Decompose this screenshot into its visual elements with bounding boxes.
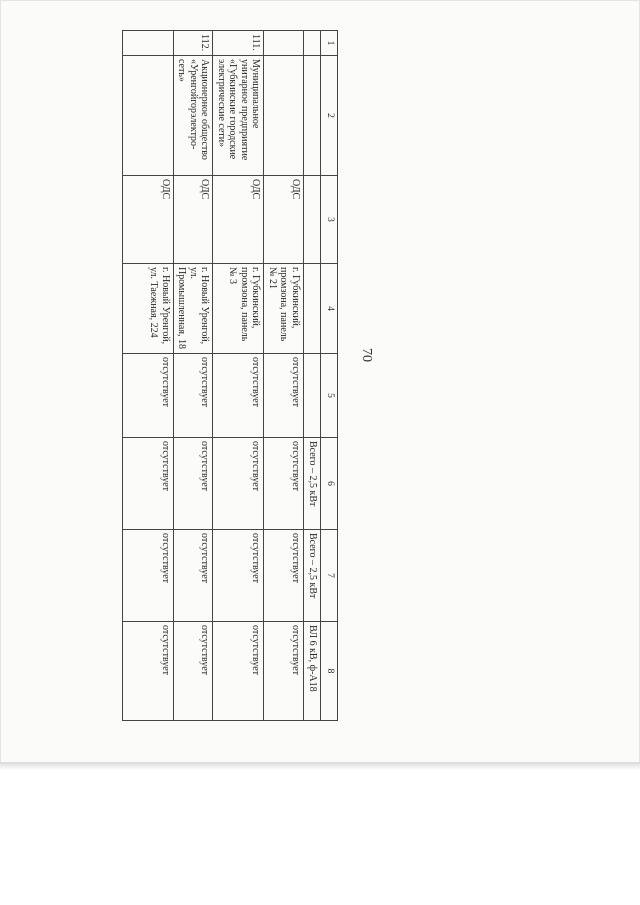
table-cell: отсутствует (174, 530, 214, 622)
col-header-7: 7 (321, 530, 338, 622)
table-cell: г. Губкинский, промзона, панель № 3 (213, 264, 264, 354)
col-header-4: 4 (321, 264, 338, 354)
scan-edge-shadow (0, 762, 640, 770)
table-cell (123, 31, 174, 56)
table-cell: отсутствует (123, 354, 174, 438)
table-cell: отсутствует (264, 438, 304, 530)
table-cell: ВЛ 6 кВ, ф-А18 (304, 622, 321, 721)
table-cell: отсутствует (264, 622, 304, 721)
table-cell: ОДС (123, 176, 174, 264)
table-cell: Муниципальное унитарное предприятие «Губкинские городские электрические сети» (213, 56, 264, 176)
table-cell (123, 56, 174, 176)
document-table (122, 30, 338, 721)
table-cell: отсутствует (213, 622, 264, 721)
table-cell: отсутствует (174, 622, 214, 721)
table-cell: ОДС (264, 176, 304, 264)
column-number-row (321, 31, 338, 721)
table-cell (264, 31, 304, 56)
table-cell: г. Новый Уренгой, ул. Таежная, 224 (123, 264, 174, 354)
table-row (213, 31, 264, 721)
table-cell: г. Новый Уренгой, ул. Промышленная, 18 (174, 264, 214, 354)
table-cell: Акционерное общество «Уренгойгорэлектро-сеть» (174, 56, 214, 176)
table-cell: ОДС (213, 176, 264, 264)
rotated-page-content (83, 30, 374, 720)
col-header-5: 5 (321, 354, 338, 438)
table-cell: г. Губкинский, промзона, панель № 21 (264, 264, 304, 354)
col-header-1: 1 (321, 31, 338, 56)
table-cell: Всего – 2,5 кВт (304, 530, 321, 622)
table-cell: отсутствует (213, 530, 264, 622)
col-header-3: 3 (321, 176, 338, 264)
table-cell: 112. (174, 31, 214, 56)
table-row (174, 31, 214, 721)
table-cell (304, 31, 321, 56)
col-header-2: 2 (321, 56, 338, 176)
page-number: 70 (359, 348, 374, 362)
table-cell: 111. (213, 31, 264, 56)
table-cell: отсутствует (123, 438, 174, 530)
table-row (304, 31, 321, 721)
table-cell: ОДС (174, 176, 214, 264)
table-row (123, 31, 174, 721)
table-cell: отсутствует (174, 438, 214, 530)
table-cell: Всего – 2,5 кВт (304, 438, 321, 530)
table-cell (264, 56, 304, 176)
table-cell: отсутствует (213, 438, 264, 530)
table-cell: отсутствует (174, 354, 214, 438)
table-cell: отсутствует (123, 622, 174, 721)
table-row (264, 31, 304, 721)
table-cell: отсутствует (123, 530, 174, 622)
table-cell (304, 176, 321, 264)
table-cell (304, 264, 321, 354)
table-cell: отсутствует (213, 354, 264, 438)
col-header-6: 6 (321, 438, 338, 530)
table-cell: отсутствует (264, 530, 304, 622)
table-cell: отсутствует (264, 354, 304, 438)
table-cell (304, 56, 321, 176)
table-cell (304, 354, 321, 438)
col-header-8: 8 (321, 622, 338, 721)
